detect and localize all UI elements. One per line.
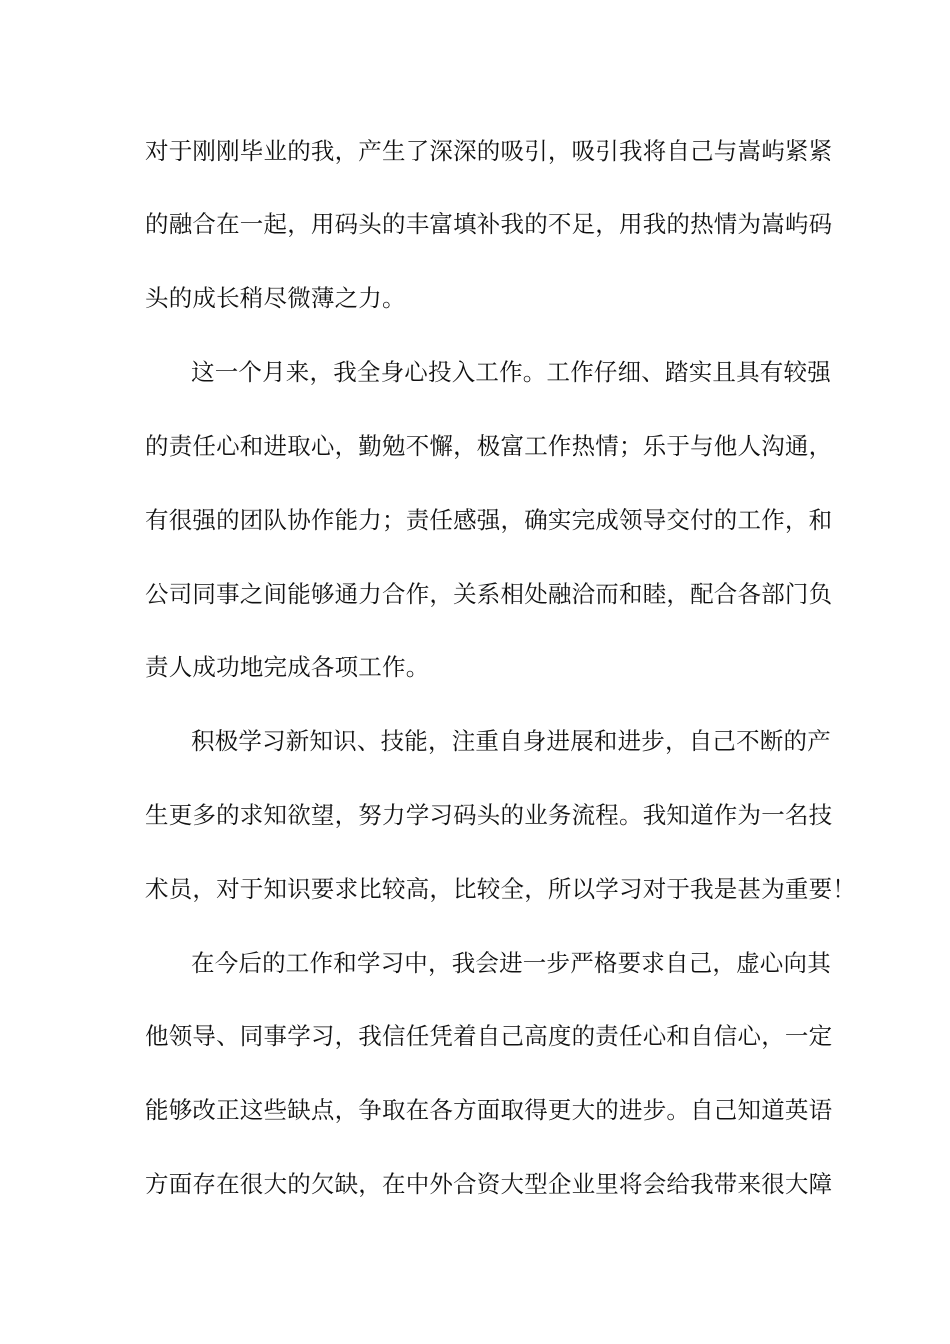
body-text-line: 头的成长稍尽微薄之力。 <box>145 284 406 312</box>
body-text-line: 责人成功地完成各项工作。 <box>145 653 430 681</box>
body-text-line: 能够改正这些缺点，争取在各方面取得更大的进步。自己知道英语 <box>145 1096 833 1124</box>
body-text-line: 公司同事之间能够通力合作，关系相处融洽而和睦，配合各部门负 <box>145 580 833 608</box>
paragraph-first-line: 积极学习新知识、技能，注重自身进展和进步，自己不断的产 <box>191 727 831 755</box>
body-text-line: 的责任心和进取心，勤勉不懈，极富工作热情；乐于与他人沟通， <box>145 432 833 460</box>
body-text-line: 术员，对于知识要求比较高，比较全，所以学习对于我是甚为重要！ <box>145 875 856 903</box>
paragraph-first-line: 在今后的工作和学习中，我会进一步严格要求自己，虚心向其 <box>191 949 831 977</box>
paragraph-first-line: 这一个月来，我全身心投入工作。工作仔细、踏实且具有较强 <box>191 358 831 386</box>
body-text-line: 有很强的团队协作能力；责任感强，确实完成领导交付的工作，和 <box>145 506 833 534</box>
body-text-line: 他领导、同事学习，我信任凭着自己高度的责任心和自信心，一定 <box>145 1022 833 1050</box>
body-text-line: 的融合在一起，用码头的丰富填补我的不足，用我的热情为嵩屿码 <box>145 210 833 238</box>
body-text-line: 生更多的求知欲望，努力学习码头的业务流程。我知道作为一名技 <box>145 801 833 829</box>
body-text-line: 方面存在很大的欠缺，在中外合资大型企业里将会给我带来很大障 <box>145 1170 833 1198</box>
body-text-line: 对于刚刚毕业的我，产生了深深的吸引，吸引我将自己与嵩屿紧紧 <box>145 137 833 165</box>
